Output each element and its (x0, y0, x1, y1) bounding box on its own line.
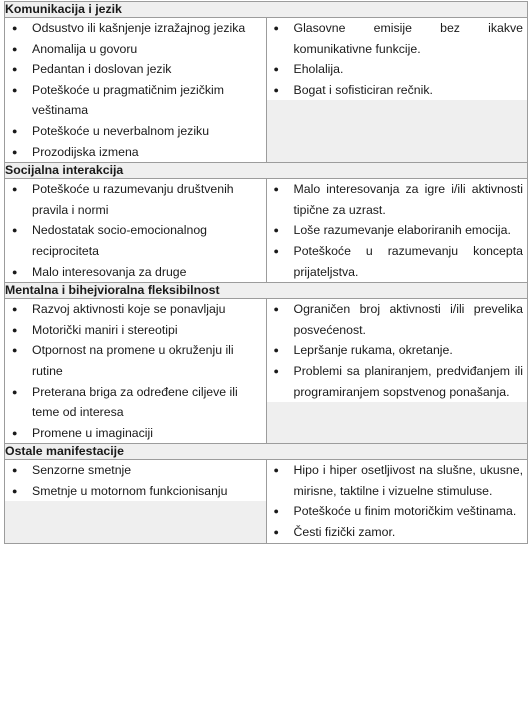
list-item (5, 142, 266, 163)
list-item (5, 18, 266, 39)
section-header-row (5, 283, 528, 299)
bullet-icon: ● (273, 506, 279, 517)
right-column-cell (266, 179, 528, 283)
section-content-row (5, 18, 528, 163)
list-item (267, 179, 528, 220)
left-item-list (5, 460, 266, 501)
section-title: Socijalna interakcija (5, 163, 528, 179)
list-item-text: Motorički maniri i stereotipi (32, 322, 178, 337)
list-item-text: Poteškoće u razumevanju društvenih pravila i normi (32, 182, 234, 217)
left-item-list (5, 299, 266, 443)
right-column-cell (266, 299, 528, 444)
list-item (267, 220, 528, 241)
bullet-icon: ● (273, 345, 279, 356)
list-item-text: Prozodijska izmena (32, 144, 139, 159)
section-content-row (5, 460, 528, 543)
list-item (267, 460, 528, 501)
right-item-list (267, 18, 528, 100)
list-item-text: Lepršanje rukama, okretanje. (293, 343, 453, 358)
list-item (267, 241, 528, 282)
bullet-icon: ● (12, 84, 18, 95)
bullet-icon: ● (12, 266, 18, 277)
list-item (5, 80, 266, 121)
list-item-text: Malo interesovanja za igre i/ili aktivnosti tipične za uzrast. (293, 182, 523, 217)
bullet-icon: ● (273, 527, 279, 538)
section-title: Mentalna i bihejvioralna fleksibilnost (5, 283, 528, 299)
list-item (5, 262, 266, 283)
list-item-text: Poteškoće u razumevanju koncepta prijateljstva. (293, 243, 523, 279)
right-column-cell (266, 18, 528, 163)
right-item-list (267, 299, 528, 402)
list-item-text: Smetnje u motornom funkcionisanju (32, 483, 228, 498)
bullet-icon: ● (273, 245, 279, 256)
bullet-icon: ● (12, 64, 18, 75)
list-item (5, 39, 266, 60)
list-item-text: Nedostatak socio-emocionalnog reciprociteta (32, 223, 207, 258)
list-item (5, 299, 266, 320)
list-item (5, 320, 266, 341)
list-item (267, 18, 528, 59)
bullet-icon: ● (12, 125, 18, 136)
list-item (267, 361, 528, 402)
list-item-text: Eholalija. (293, 62, 344, 77)
list-item (5, 59, 266, 80)
list-item-text: Bogat i sofisticiran rečnik. (293, 82, 433, 97)
list-item-text: Poteškoće u finim motoričkim veštinama. (293, 504, 517, 519)
list-item-text: Česti fizički zamor. (293, 525, 396, 540)
right-item-list (267, 179, 528, 282)
bullet-icon: ● (273, 225, 279, 236)
section-header-row (5, 444, 528, 460)
bullet-icon: ● (12, 146, 18, 157)
list-item (267, 522, 528, 543)
list-item (267, 299, 528, 340)
list-item-text: Odsustvo ili kašnjenje izražajnog jezika (32, 21, 246, 35)
list-item-text: Poteškoće u pragmatičnim jezičkim veštinama (32, 82, 225, 118)
list-item (267, 80, 528, 101)
left-column-cell (5, 18, 267, 163)
bullet-icon: ● (273, 184, 279, 195)
bullet-icon: ● (273, 23, 279, 33)
table-body (5, 2, 528, 544)
left-column-cell (5, 299, 267, 444)
bullet-icon: ● (273, 365, 279, 376)
list-item-text: Malo interesovanja za druge (32, 264, 187, 279)
list-item-text: Problemi sa planiranjem, predviđanjem ili programiranjem sopstvenog ponašanja. (293, 363, 523, 399)
bullet-icon: ● (273, 465, 279, 476)
bullet-icon: ● (12, 304, 18, 315)
right-column-cell (266, 460, 528, 543)
left-column-cell (5, 460, 267, 543)
left-item-list (5, 179, 266, 282)
list-item (5, 179, 266, 220)
list-item-text: Anomalija u govoru (32, 41, 138, 56)
bullet-icon: ● (12, 225, 18, 236)
list-item (267, 340, 528, 361)
bullet-icon: ● (12, 485, 18, 496)
bullet-icon: ● (12, 427, 18, 438)
bullet-icon: ● (12, 345, 18, 356)
bullet-icon: ● (12, 43, 18, 54)
section-header-row (5, 163, 528, 179)
left-item-list (5, 18, 266, 162)
list-item-text: Senzorne smetnje (32, 463, 132, 478)
section-title: Komunikacija i jezik (5, 2, 528, 18)
list-item-text: Promene u imaginaciji (32, 425, 153, 440)
list-item (5, 460, 266, 481)
section-header-row (5, 2, 528, 18)
list-item-text: Otpornost na promene u okruženju ili rutine (32, 343, 234, 378)
section-content-row (5, 179, 528, 283)
bullet-icon: ● (12, 324, 18, 335)
list-item (267, 59, 528, 80)
list-item (5, 382, 266, 423)
list-item (5, 340, 266, 381)
list-item (267, 501, 528, 522)
list-item-text: Loše razumevanje elaboriranih emocija. (293, 223, 511, 238)
left-column-cell (5, 179, 267, 283)
bullet-icon: ● (12, 465, 18, 476)
list-item-text: Ograničen broj aktivnosti i/ili prevelika posvećenost. (293, 302, 523, 337)
manifestations-table (4, 1, 528, 544)
list-item (5, 481, 266, 502)
section-title: Ostale manifestacije (5, 444, 528, 460)
list-item (5, 121, 266, 142)
list-item-text: Razvoj aktivnosti koje se ponavljaju (32, 302, 226, 317)
list-item (5, 423, 266, 444)
bullet-icon: ● (273, 84, 279, 95)
right-item-list (267, 460, 528, 542)
list-item-text: Poteškoće u neverbalnom jeziku (32, 123, 210, 138)
bullet-icon: ● (12, 184, 18, 195)
list-item-text: Pedantan i doslovan jezik (32, 62, 172, 77)
list-item-text: Hipo i hiper osetljivost na slušne, ukusne, mirisne, taktilne i vizuelne stimuluse. (293, 463, 523, 498)
list-item-text: Glasovne emisije bez ikakve komunikativne funkcije. (293, 21, 523, 56)
section-content-row (5, 299, 528, 444)
bullet-icon: ● (273, 304, 279, 315)
bullet-icon: ● (273, 64, 279, 75)
bullet-icon: ● (12, 386, 18, 397)
bullet-icon: ● (12, 23, 18, 33)
list-item (5, 220, 266, 261)
list-item-text: Preterana briga za određene ciljeve ili teme od interesa (32, 384, 238, 420)
